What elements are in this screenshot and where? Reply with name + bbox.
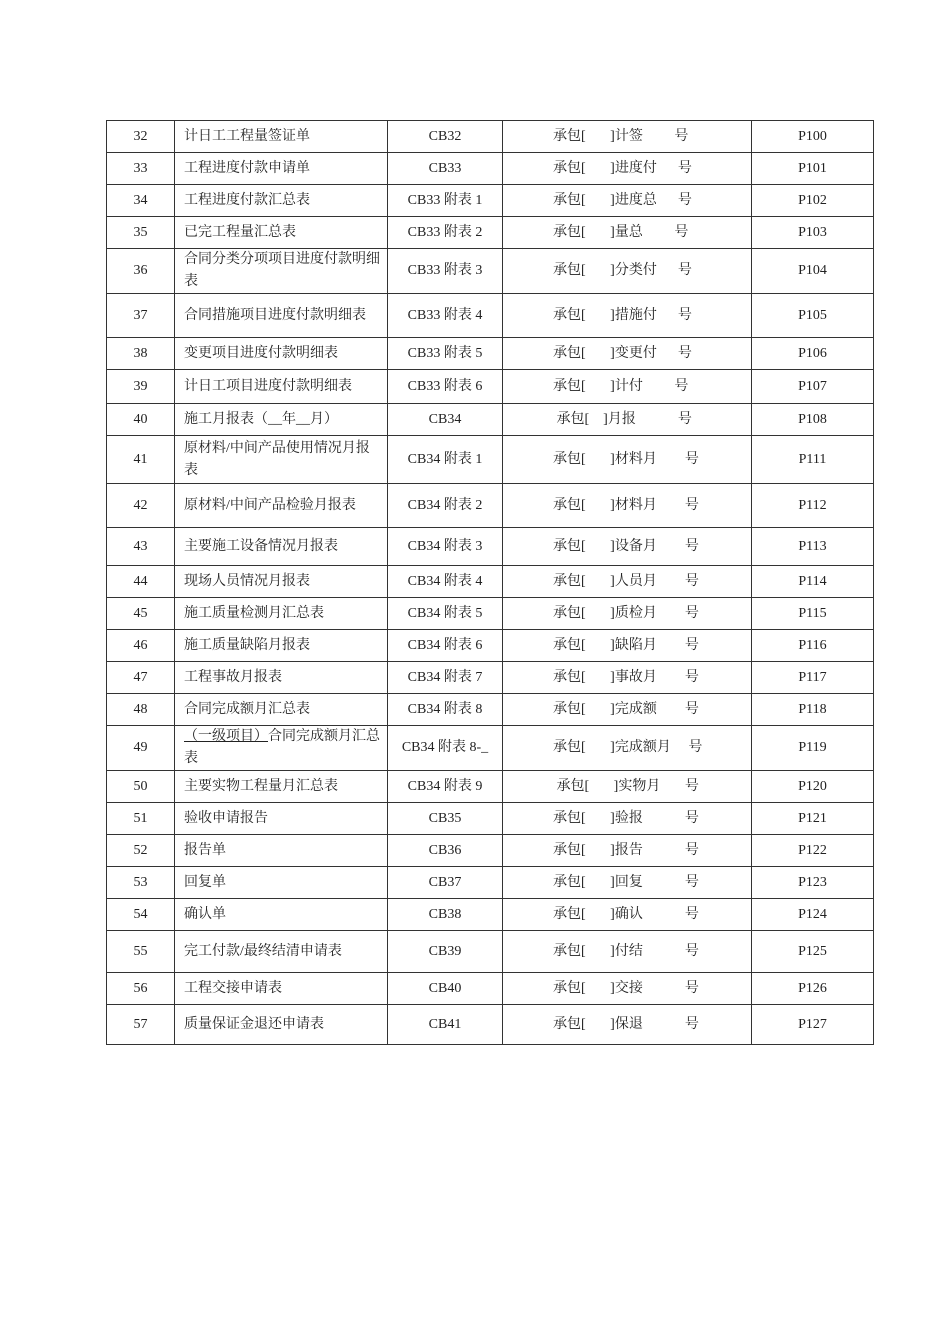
row-number: 56 [107, 973, 175, 1005]
form-code: CB33 附表 2 [388, 217, 503, 249]
form-code: CB34 附表 3 [388, 528, 503, 566]
form-name-text: 验收申请报告 [184, 810, 268, 826]
row-number: 36 [107, 249, 175, 294]
row-number: 32 [107, 121, 175, 153]
page-reference: P123 [752, 867, 874, 899]
form-code: CB38 [388, 899, 503, 931]
row-number: 44 [107, 566, 175, 598]
document-number-format: 承包[ ]分类付 号 [503, 249, 752, 294]
form-code: CB34 附表 5 [388, 598, 503, 630]
page-reference: P120 [752, 771, 874, 803]
form-name [175, 598, 388, 630]
form-code: CB39 [388, 931, 503, 973]
form-name-text: 工程进度付款汇总表 [184, 192, 310, 208]
table-row [107, 484, 874, 528]
table-row [107, 726, 874, 771]
table-row [107, 662, 874, 694]
page-reference: P126 [752, 973, 874, 1005]
page-reference: P103 [752, 217, 874, 249]
table-row [107, 566, 874, 598]
row-number: 40 [107, 404, 175, 436]
form-name [175, 121, 388, 153]
page-reference: P122 [752, 835, 874, 867]
table-row [107, 899, 874, 931]
table-row [107, 121, 874, 153]
row-number: 47 [107, 662, 175, 694]
form-name-text: 主要实物工程量月汇总表 [184, 778, 338, 794]
form-index-table [106, 120, 874, 1045]
document-number-format: 承包[ ]回复 号 [503, 867, 752, 899]
form-name-prefix: （一级项目） [184, 729, 268, 744]
form-name-text: 合同措施项目进度付款明细表 [184, 307, 366, 323]
form-name [175, 217, 388, 249]
row-number: 46 [107, 630, 175, 662]
form-name-text: 施工质量缺陷月报表 [184, 637, 310, 653]
document-number-format: 承包[ ]计签 号 [503, 121, 752, 153]
form-name [175, 1005, 388, 1045]
page-reference: P119 [752, 726, 874, 771]
row-number: 49 [107, 726, 175, 771]
form-name [175, 153, 388, 185]
form-name-text: 质量保证金退还申请表 [184, 1016, 324, 1032]
document-number-format: 承包[ ]付结 号 [503, 931, 752, 973]
form-code: CB37 [388, 867, 503, 899]
form-code: CB34 附表 2 [388, 484, 503, 528]
form-name-text: 原材料/中间产品使用情况月报表 [184, 440, 370, 478]
form-name [175, 662, 388, 694]
form-code: CB35 [388, 803, 503, 835]
row-number: 35 [107, 217, 175, 249]
form-code: CB36 [388, 835, 503, 867]
row-number: 45 [107, 598, 175, 630]
form-name [175, 630, 388, 662]
row-number: 57 [107, 1005, 175, 1045]
table-row [107, 835, 874, 867]
document-number-format: 承包[ ]完成额 号 [503, 694, 752, 726]
form-code: CB33 附表 5 [388, 338, 503, 370]
form-name [175, 835, 388, 867]
row-number: 54 [107, 899, 175, 931]
document-number-format: 承包[ ]报告 号 [503, 835, 752, 867]
form-name-text: 合同分类分项项目进度付款明细表 [184, 252, 380, 289]
page-reference: P104 [752, 249, 874, 294]
table-row [107, 185, 874, 217]
table-row [107, 598, 874, 630]
row-number: 43 [107, 528, 175, 566]
form-name-text: 原材料/中间产品检验月报表 [184, 497, 356, 513]
form-name [175, 931, 388, 973]
table-row [107, 803, 874, 835]
document-number-format: 承包[ ]计付 号 [503, 370, 752, 404]
row-number: 38 [107, 338, 175, 370]
form-index-body [107, 121, 874, 1045]
document-number-format: 承包[ ]材料月 号 [503, 484, 752, 528]
form-code: CB33 [388, 153, 503, 185]
form-name [175, 566, 388, 598]
form-code: CB40 [388, 973, 503, 1005]
form-code: CB33 附表 6 [388, 370, 503, 404]
page-reference: P124 [752, 899, 874, 931]
page-reference: P115 [752, 598, 874, 630]
form-name [175, 803, 388, 835]
form-code: CB34 [388, 404, 503, 436]
document-number-format: 承包[ ]事故月 号 [503, 662, 752, 694]
form-name [175, 249, 388, 294]
form-code: CB34 附表 1 [388, 436, 503, 484]
document-number-format: 承包[ ]质检月 号 [503, 598, 752, 630]
page-reference: P106 [752, 338, 874, 370]
form-name [175, 528, 388, 566]
document-number-format: 承包[ ]月报 号 [503, 404, 752, 436]
document-number-format: 承包[ ]实物月 号 [503, 771, 752, 803]
form-name-text: 变更项目进度付款明细表 [184, 345, 338, 361]
form-code: CB34 附表 8-_ [388, 726, 503, 771]
form-name-text: 完工付款/最终结清申请表 [184, 943, 342, 959]
document-number-format: 承包[ ]进度总 号 [503, 185, 752, 217]
document-number-format: 承包[ ]验报 号 [503, 803, 752, 835]
table-row [107, 867, 874, 899]
document-number-format: 承包[ ]量总 号 [503, 217, 752, 249]
table-row [107, 370, 874, 404]
document-number-format: 承包[ ]确认 号 [503, 899, 752, 931]
form-name [175, 338, 388, 370]
page-reference: P127 [752, 1005, 874, 1045]
row-number: 52 [107, 835, 175, 867]
table-row [107, 338, 874, 370]
document-number-format: 承包[ ]材料月 号 [503, 436, 752, 484]
form-code: CB33 附表 3 [388, 249, 503, 294]
table-row [107, 771, 874, 803]
row-number: 39 [107, 370, 175, 404]
form-code: CB34 附表 7 [388, 662, 503, 694]
form-name-text: 回复单 [184, 874, 226, 890]
document-number-format: 承包[ ]缺陷月 号 [503, 630, 752, 662]
row-number: 42 [107, 484, 175, 528]
form-name [175, 973, 388, 1005]
row-number: 34 [107, 185, 175, 217]
document-number-format: 承包[ ]变更付 号 [503, 338, 752, 370]
form-name [175, 404, 388, 436]
page-reference: P116 [752, 630, 874, 662]
form-name-text: 确认单 [184, 906, 226, 922]
row-number: 53 [107, 867, 175, 899]
form-name-text: 合同完成额月汇总表 [184, 701, 310, 717]
form-code: CB34 附表 8 [388, 694, 503, 726]
form-name-text: 施工质量检测月汇总表 [184, 605, 324, 621]
form-code: CB32 [388, 121, 503, 153]
form-code: CB33 附表 1 [388, 185, 503, 217]
table-row [107, 153, 874, 185]
page-reference: P107 [752, 370, 874, 404]
form-name [175, 185, 388, 217]
table-row [107, 294, 874, 338]
table-row [107, 694, 874, 726]
page-reference: P105 [752, 294, 874, 338]
page-reference: P102 [752, 185, 874, 217]
form-code: CB34 附表 9 [388, 771, 503, 803]
form-code: CB33 附表 4 [388, 294, 503, 338]
form-name [175, 370, 388, 404]
form-name [175, 484, 388, 528]
form-name-text: 工程事故月报表 [184, 669, 282, 685]
form-name-text: 施工月报表（__年__月） [184, 411, 338, 427]
form-name [175, 294, 388, 338]
form-code: CB34 附表 6 [388, 630, 503, 662]
form-name [175, 694, 388, 726]
row-number: 51 [107, 803, 175, 835]
page-reference: P108 [752, 404, 874, 436]
form-name-text: 现场人员情况月报表 [184, 573, 310, 589]
page-reference: P117 [752, 662, 874, 694]
form-name-text: 计日工项目进度付款明细表 [184, 378, 352, 394]
row-number: 41 [107, 436, 175, 484]
form-name-text: 已完工程量汇总表 [184, 224, 296, 240]
form-name [175, 726, 388, 771]
table-row [107, 217, 874, 249]
table-row [107, 404, 874, 436]
page-reference: P121 [752, 803, 874, 835]
form-name [175, 867, 388, 899]
table-row [107, 931, 874, 973]
form-name [175, 436, 388, 484]
table-row [107, 436, 874, 484]
document-number-format: 承包[ ]人员月 号 [503, 566, 752, 598]
document-number-format: 承包[ ]进度付 号 [503, 153, 752, 185]
page-reference: P112 [752, 484, 874, 528]
row-number: 37 [107, 294, 175, 338]
form-name [175, 771, 388, 803]
form-code: CB41 [388, 1005, 503, 1045]
form-name-text: 主要施工设备情况月报表 [184, 538, 338, 554]
row-number: 55 [107, 931, 175, 973]
page-reference: P125 [752, 931, 874, 973]
row-number: 48 [107, 694, 175, 726]
page-reference: P113 [752, 528, 874, 566]
table-row [107, 630, 874, 662]
document-number-format: 承包[ ]措施付 号 [503, 294, 752, 338]
form-name-text: 报告单 [184, 842, 226, 858]
form-name-text: 合同完成额月汇总表 [184, 729, 380, 766]
table-row [107, 973, 874, 1005]
row-number: 50 [107, 771, 175, 803]
page-reference: P100 [752, 121, 874, 153]
form-name-text: 计日工工程量签证单 [184, 128, 310, 144]
table-row [107, 528, 874, 566]
document-number-format: 承包[ ]保退 号 [503, 1005, 752, 1045]
document-number-format: 承包[ ]交接 号 [503, 973, 752, 1005]
page-reference: P101 [752, 153, 874, 185]
page-reference: P114 [752, 566, 874, 598]
document-number-format: 承包[ ]设备月 号 [503, 528, 752, 566]
page-reference: P118 [752, 694, 874, 726]
table-row [107, 249, 874, 294]
document-number-format: 承包[ ]完成额月 号 [503, 726, 752, 771]
form-name-text: 工程交接申请表 [184, 980, 282, 996]
row-number: 33 [107, 153, 175, 185]
form-code: CB34 附表 4 [388, 566, 503, 598]
page-reference: P111 [752, 436, 874, 484]
form-name [175, 899, 388, 931]
form-name-text: 工程进度付款申请单 [184, 160, 310, 176]
table-row [107, 1005, 874, 1045]
